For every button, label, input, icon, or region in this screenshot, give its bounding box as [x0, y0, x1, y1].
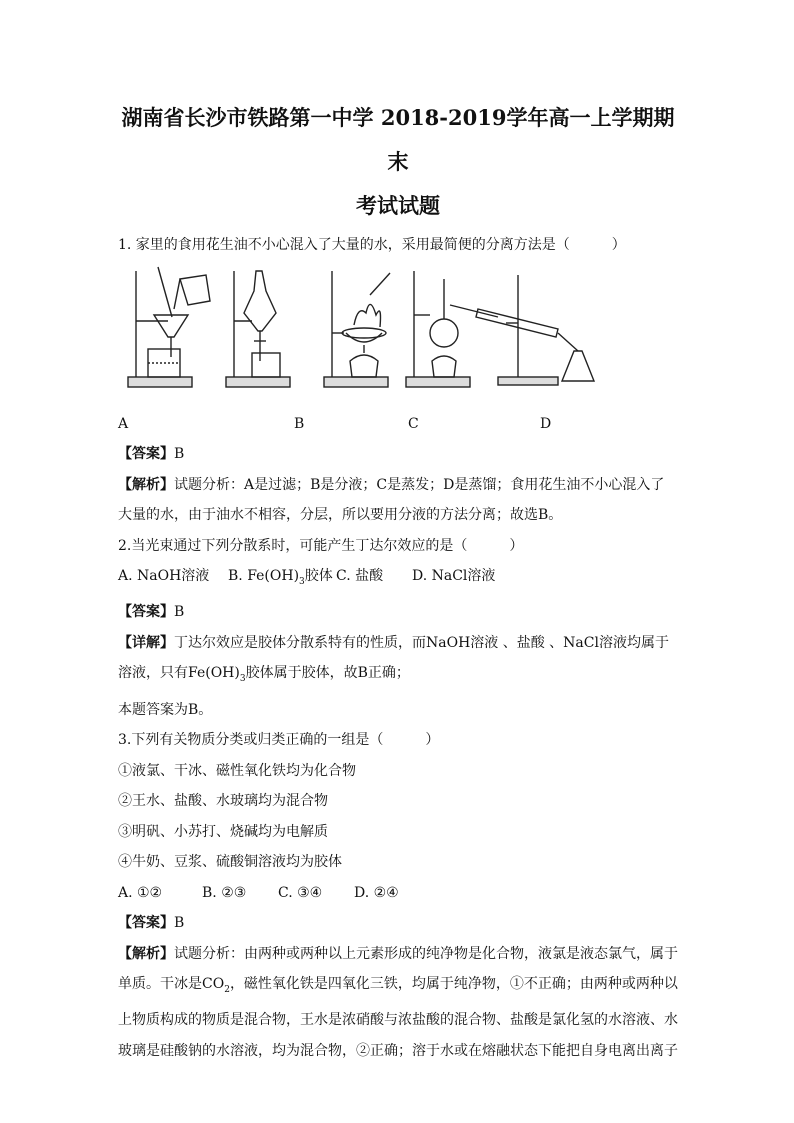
- q3-answer: [118, 908, 678, 939]
- q3-analysis-line1: 【解析】试题分析：由两种或两种以上元素形成的纯净物是化合物，液氯是液态氯气，属于: [118, 945, 678, 962]
- q1-analysis-line2: 大量的水，由于油水不相容，分层，所以要用分液的方法分离；故选B。: [118, 507, 563, 523]
- q2-option-b: B. $Fe(OH)_3$胶体: [228, 568, 333, 587]
- q3-analysis-line2: 单质。干冰是$CO_2$，磁性氧化铁是四氧化三铁，均属于纯净物，①不正确；由两种或两种以: [118, 976, 678, 995]
- doc-title-line1: 湖南省长沙市铁路第一中学 2018-2019学年高一上学期期末: [121, 105, 675, 174]
- separatory-funnel-apparatus: [226, 271, 290, 387]
- q3-item-3: ③明矾、小苏打、烧碱均为电解质: [118, 823, 328, 840]
- q2-detail-line1: 【详解】丁达尔效应是胶体分散系特有的性质，而NaOH溶液 、盐酸 、NaCl溶液均属于: [118, 634, 669, 651]
- document-page: [118, 96, 678, 1066]
- q2-option-a: A. NaOH溶液: [118, 568, 210, 584]
- q3-options: [118, 878, 678, 909]
- q3-answer-value: B: [174, 915, 185, 932]
- evaporation-apparatus: [324, 271, 390, 387]
- lab-apparatus-image: [118, 265, 678, 409]
- q1-label-a: A: [118, 415, 129, 432]
- q3-stem: 3.下列有关物质分类或归类正确的一组是（ ）: [118, 732, 440, 749]
- q3-item-2: ②王水、盐酸、水玻璃均为混合物: [118, 793, 328, 810]
- q2-detail-line3: 本题答案为B。: [118, 701, 213, 718]
- q3-option-b: B. ②③: [202, 884, 247, 901]
- q1-label-b: B: [294, 415, 305, 432]
- analysis-tag: 【解析】: [118, 476, 174, 493]
- detail-tag: 【详解】: [118, 634, 174, 651]
- answer-tag: 【答案】: [118, 446, 174, 462]
- q1-stem: 1. 家里的食用花生油不小心混入了大量的水，采用最简便的分离方法是（ ）: [118, 237, 626, 253]
- q2-detail-line2: 溶液，只有$Fe(OH)_3$胶体属于胶体，故B正确；: [118, 665, 410, 685]
- q3-item-4: ④牛奶、豆浆、硫酸铜溶液均为胶体: [118, 854, 342, 871]
- q2-option-c: C. 盐酸: [336, 568, 384, 584]
- q3-analysis-line3: 上物质构成的物质是混合物，王水是浓硝酸与浓盐酸的混合物、盐酸是氯化氢的水溶液、水: [118, 1012, 678, 1029]
- q2-option-d: D. NaCl溶液: [412, 568, 496, 584]
- q3-analysis-line4: 玻璃是硅酸钠的水溶液，均为混合物，②正确；溶于水或在熔融状态下能把自身电离出离子: [118, 1042, 678, 1059]
- q2-answer-value: B: [174, 604, 185, 621]
- q2-stem: 2.当光束通过下列分散系时，可能产生丁达尔效应的是（ ）: [118, 537, 524, 554]
- q3-option-c: C. ③④: [278, 884, 323, 901]
- q3-option-d: D. ②④: [354, 884, 399, 901]
- q2-answer: [118, 597, 678, 628]
- q1-answer: [118, 439, 678, 470]
- q1-apparatus-figure: [118, 265, 678, 409]
- answer-tag: 【答案】: [118, 604, 174, 621]
- q3-item-1: ①液氯、干冰、磁性氧化铁均为化合物: [118, 762, 356, 779]
- analysis-tag: 【解析】: [118, 945, 174, 962]
- doc-title-line2: 考试试题: [356, 193, 440, 218]
- q1-label-d: D: [540, 415, 552, 432]
- q1-answer-value: B: [174, 446, 185, 462]
- q1-label-c: C: [408, 415, 419, 432]
- q1-option-labels: [118, 409, 678, 440]
- q1-analysis-line1: 【解析】试题分析：A是过滤；B是分液；C是蒸发；D是蒸馏；食用花生油不小心混入了: [118, 476, 665, 493]
- q2-options: [118, 561, 678, 597]
- distillation-apparatus: [406, 271, 594, 387]
- filtration-apparatus: [128, 267, 210, 387]
- q3-option-a: A. ①②: [118, 884, 163, 901]
- answer-tag: 【答案】: [118, 915, 174, 932]
